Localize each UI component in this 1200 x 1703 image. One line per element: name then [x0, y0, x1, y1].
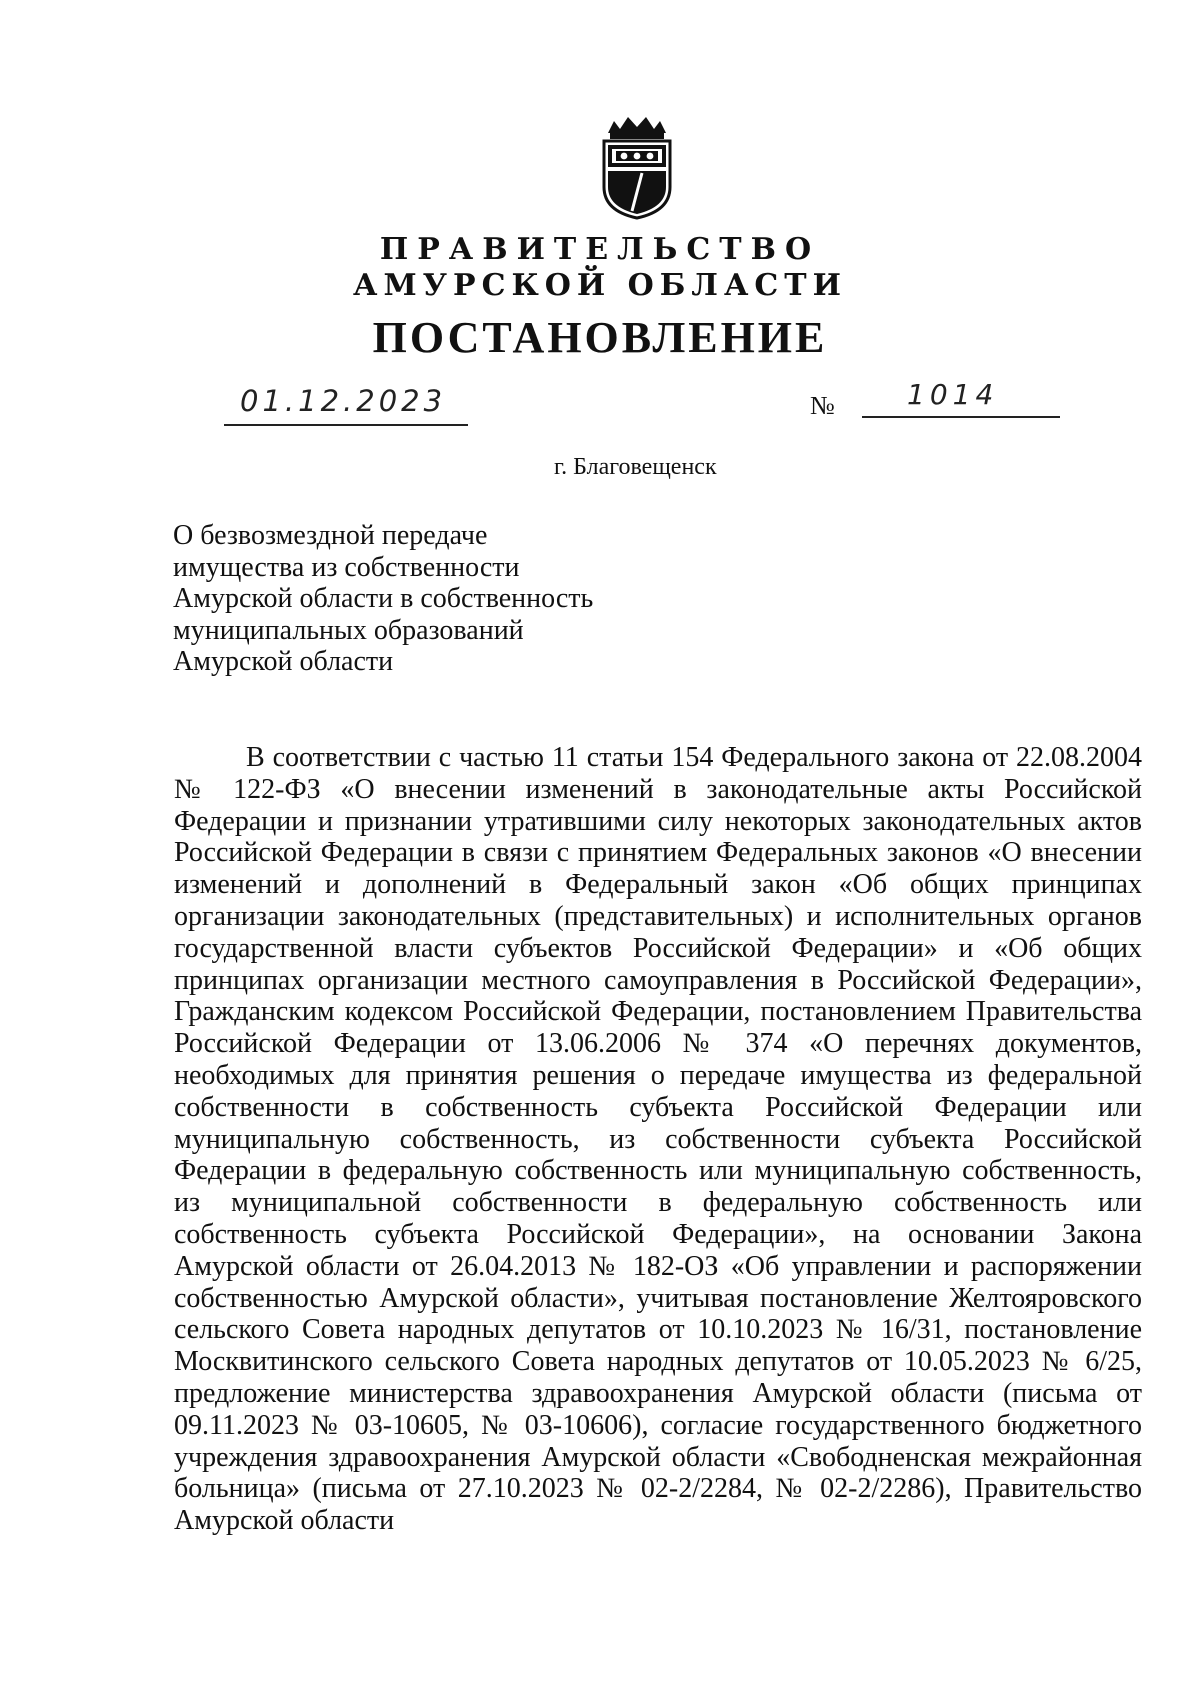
body-line: больница» (письма от 27.10.2023 № 02-2/2284, № 02-2/2286), Правительство	[174, 1473, 1142, 1505]
body-line: Федерации в федеральную собственность или муниципальную собственность,	[174, 1155, 1142, 1187]
document-subject	[173, 520, 593, 678]
body-line: Москвитинского сельского Совета народных депутатов от 10.05.2023 № 6/25,	[174, 1346, 1142, 1378]
body-line: собственностью Амурской области», учитывая постановление Желтояровского	[174, 1282, 1142, 1314]
body-line: изменений и дополнений в Федеральный закон «Об общих принципах	[174, 869, 1142, 901]
body-line: учреждения здравоохранения Амурской области «Свободненская межрайонная	[174, 1441, 1142, 1473]
subject-line: имущества из собственности	[173, 551, 520, 583]
document-date-field	[224, 384, 468, 426]
body-line: Российской Федерации в связи с принятием Федеральных законов «О внесении	[174, 837, 1142, 869]
coat-of-arms-emblem	[596, 115, 678, 220]
subject-line: Амурской области	[173, 646, 394, 677]
body-line: государственной власти субъектов Российской Федерации» и «Об общих	[174, 932, 1142, 964]
body-line: В соответствии с частью 11 статьи 154 Федерального закона от 22.08.2004	[246, 742, 1142, 773]
body-line: Федерации и признании утратившими силу некоторых законодательных актов	[174, 805, 1142, 837]
body-line: собственность субъекта Российской Федерации», на основании Закона	[174, 1218, 1142, 1250]
body-line: принципах организации местного самоуправления в Российской Федерации»,	[174, 964, 1142, 996]
org-name-line2: АМУРСКОЙ ОБЛАСТИ	[353, 268, 847, 303]
number-sign: №	[810, 391, 835, 420]
document-body	[174, 742, 1142, 1537]
body-line: Гражданским кодексом Российской Федерации, постановлением Правительства	[174, 996, 1142, 1028]
body-line: необходимых для принятия решения о передаче имущества из федеральной	[174, 1059, 1142, 1091]
document-date: 01.12.2023	[240, 384, 447, 418]
body-line: организации законодательных (представительных) и исполнительных органов	[174, 900, 1142, 932]
body-line: Амурской области	[174, 1505, 395, 1537]
body-line: сельского Совета народных депутатов от 10.10.2023 № 16/31, постановление	[174, 1314, 1142, 1346]
subject-line: муниципальных образований	[173, 614, 524, 646]
body-line: предложение министерства здравоохранения Амурской области (письма от	[174, 1377, 1142, 1409]
document-type-title: ПОСТАНОВЛЕНИЕ	[372, 313, 828, 362]
subject-line: О безвозмездной передаче	[173, 520, 488, 551]
body-line: Амурской области от 26.04.2013 № 182-ОЗ «Об управлении и распоряжении	[174, 1250, 1142, 1282]
body-line: Российской Федерации от 13.06.2006 № 374 «О перечнях документов,	[174, 1028, 1142, 1060]
city-name: г. Благовещенск	[554, 454, 717, 480]
body-line: из муниципальной собственности в федеральную собственность или	[174, 1187, 1142, 1219]
document-number: 1014	[907, 378, 999, 411]
org-name-line1: ПРАВИТЕЛЬСТВО	[379, 232, 821, 267]
subject-line: Амурской области в собственность	[173, 583, 594, 614]
document-number-field	[862, 378, 1060, 418]
body-line: № 122-ФЗ «О внесении изменений в законодательные акты Российской	[174, 773, 1142, 805]
body-line: 09.11.2023 № 03-10605, № 03-10606), согласие государственного бюджетного	[174, 1409, 1142, 1441]
body-line: муниципальную собственность, из собственности субъекта Российской	[174, 1123, 1142, 1155]
body-line: собственности в собственность субъекта Российской Федерации или	[174, 1091, 1142, 1123]
